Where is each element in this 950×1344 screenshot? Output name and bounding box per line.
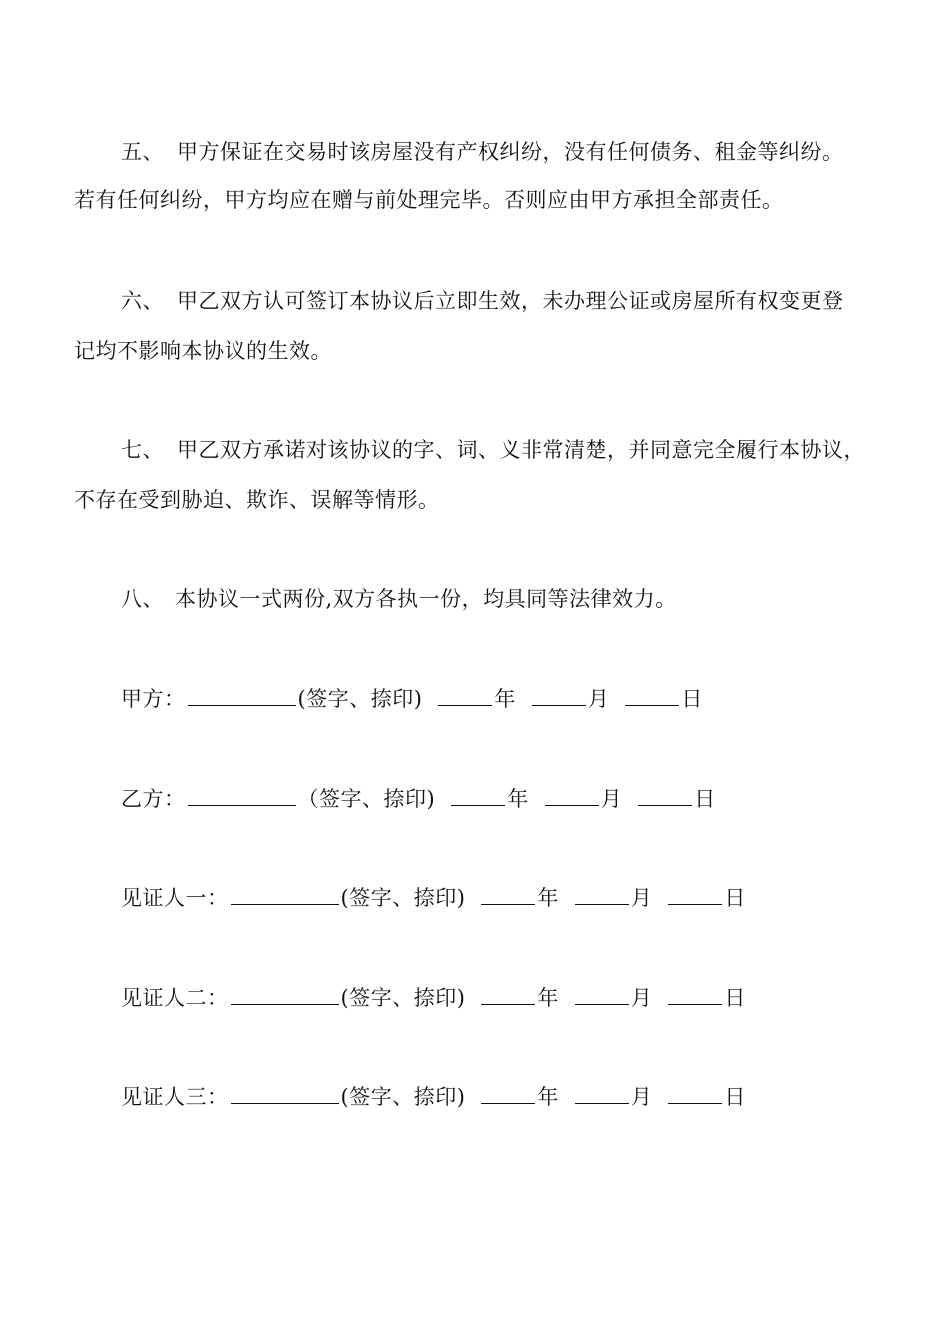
month-unit: 月 [587, 687, 610, 711]
signature-label: 甲方： [121, 687, 186, 711]
signature-name-blank[interactable] [231, 984, 339, 1005]
year-unit: 年 [507, 787, 529, 811]
month-blank[interactable] [575, 1083, 629, 1104]
clause-6-text-1: 甲乙双方认可签订本协议后立即生效，未办理公证或房屋所有权变更登 [177, 289, 844, 313]
signature-label: 见证人一： [121, 886, 229, 910]
clause-7-number: 七、 [121, 438, 164, 462]
clause-5-line-2: 若有任何纠纷，甲方均应在赠与前处理完毕。否则应由甲方承担全部责任。 [74, 188, 784, 212]
clause-6-number: 六、 [121, 289, 164, 313]
month-unit: 月 [630, 886, 653, 910]
month-unit: 月 [600, 787, 623, 811]
signature-party-b [121, 784, 716, 814]
day-blank[interactable] [668, 884, 722, 905]
month-unit: 月 [630, 1085, 653, 1109]
signature-witness-3 [121, 1082, 746, 1112]
year-unit: 年 [537, 1085, 559, 1109]
signature-name-blank[interactable] [231, 884, 339, 905]
year-unit: 年 [494, 687, 516, 711]
year-blank[interactable] [451, 785, 505, 806]
signature-label: 见证人三： [121, 1085, 229, 1109]
signature-witness-1 [121, 883, 746, 913]
month-blank[interactable] [575, 984, 629, 1005]
day-unit: 日 [694, 787, 716, 811]
year-blank[interactable] [481, 1083, 535, 1104]
clause-7-line-1 [121, 435, 865, 465]
year-blank[interactable] [481, 984, 535, 1005]
signature-name-blank[interactable] [188, 785, 296, 806]
month-blank[interactable] [575, 884, 629, 905]
year-unit: 年 [537, 886, 559, 910]
day-blank[interactable] [668, 1083, 722, 1104]
signature-party-a [121, 684, 703, 714]
clause-5-line-1 [121, 137, 844, 167]
day-blank[interactable] [638, 785, 692, 806]
clause-8-line-1 [121, 584, 677, 614]
month-unit: 月 [630, 986, 653, 1010]
day-unit: 日 [724, 1085, 746, 1109]
day-blank[interactable] [625, 685, 679, 706]
signature-name-blank[interactable] [231, 1083, 339, 1104]
clause-8-number: 八、 [121, 587, 164, 611]
year-unit: 年 [537, 986, 559, 1010]
signature-note: (签字、捺印) [297, 687, 423, 711]
year-blank[interactable] [481, 884, 535, 905]
clause-6-line-1 [121, 286, 844, 316]
day-unit: 日 [724, 986, 746, 1010]
clause-5-number: 五、 [121, 140, 164, 164]
signature-note: (签字、捺印) [340, 1085, 466, 1109]
signature-label: 乙方： [121, 787, 186, 811]
day-unit: 日 [681, 687, 703, 711]
signature-label: 见证人二： [121, 986, 229, 1010]
signature-name-blank[interactable] [188, 685, 296, 706]
clause-7-line-2: 不存在受到胁迫、欺诈、误解等情形。 [74, 488, 440, 512]
signature-note: (签字、捺印) [340, 986, 466, 1010]
day-blank[interactable] [668, 984, 722, 1005]
month-blank[interactable] [532, 685, 586, 706]
month-blank[interactable] [545, 785, 599, 806]
clause-7-text-1: 甲乙双方承诺对该协议的字、词、义非常清楚，并同意完全履行本协议， [177, 438, 865, 462]
clause-8-text-1: 本协议一式两份,双方各执一份，均具同等法律效力。 [175, 587, 677, 611]
signature-note: （签字、捺印) [297, 787, 436, 811]
clause-5-text-1: 甲方保证在交易时该房屋没有产权纠纷，没有任何债务、租金等纠纷。 [177, 140, 844, 164]
year-blank[interactable] [438, 685, 492, 706]
signature-witness-2 [121, 983, 746, 1013]
day-unit: 日 [724, 886, 746, 910]
clause-6-line-2: 记均不影响本协议的生效。 [74, 339, 332, 363]
signature-note: (签字、捺印) [340, 886, 466, 910]
